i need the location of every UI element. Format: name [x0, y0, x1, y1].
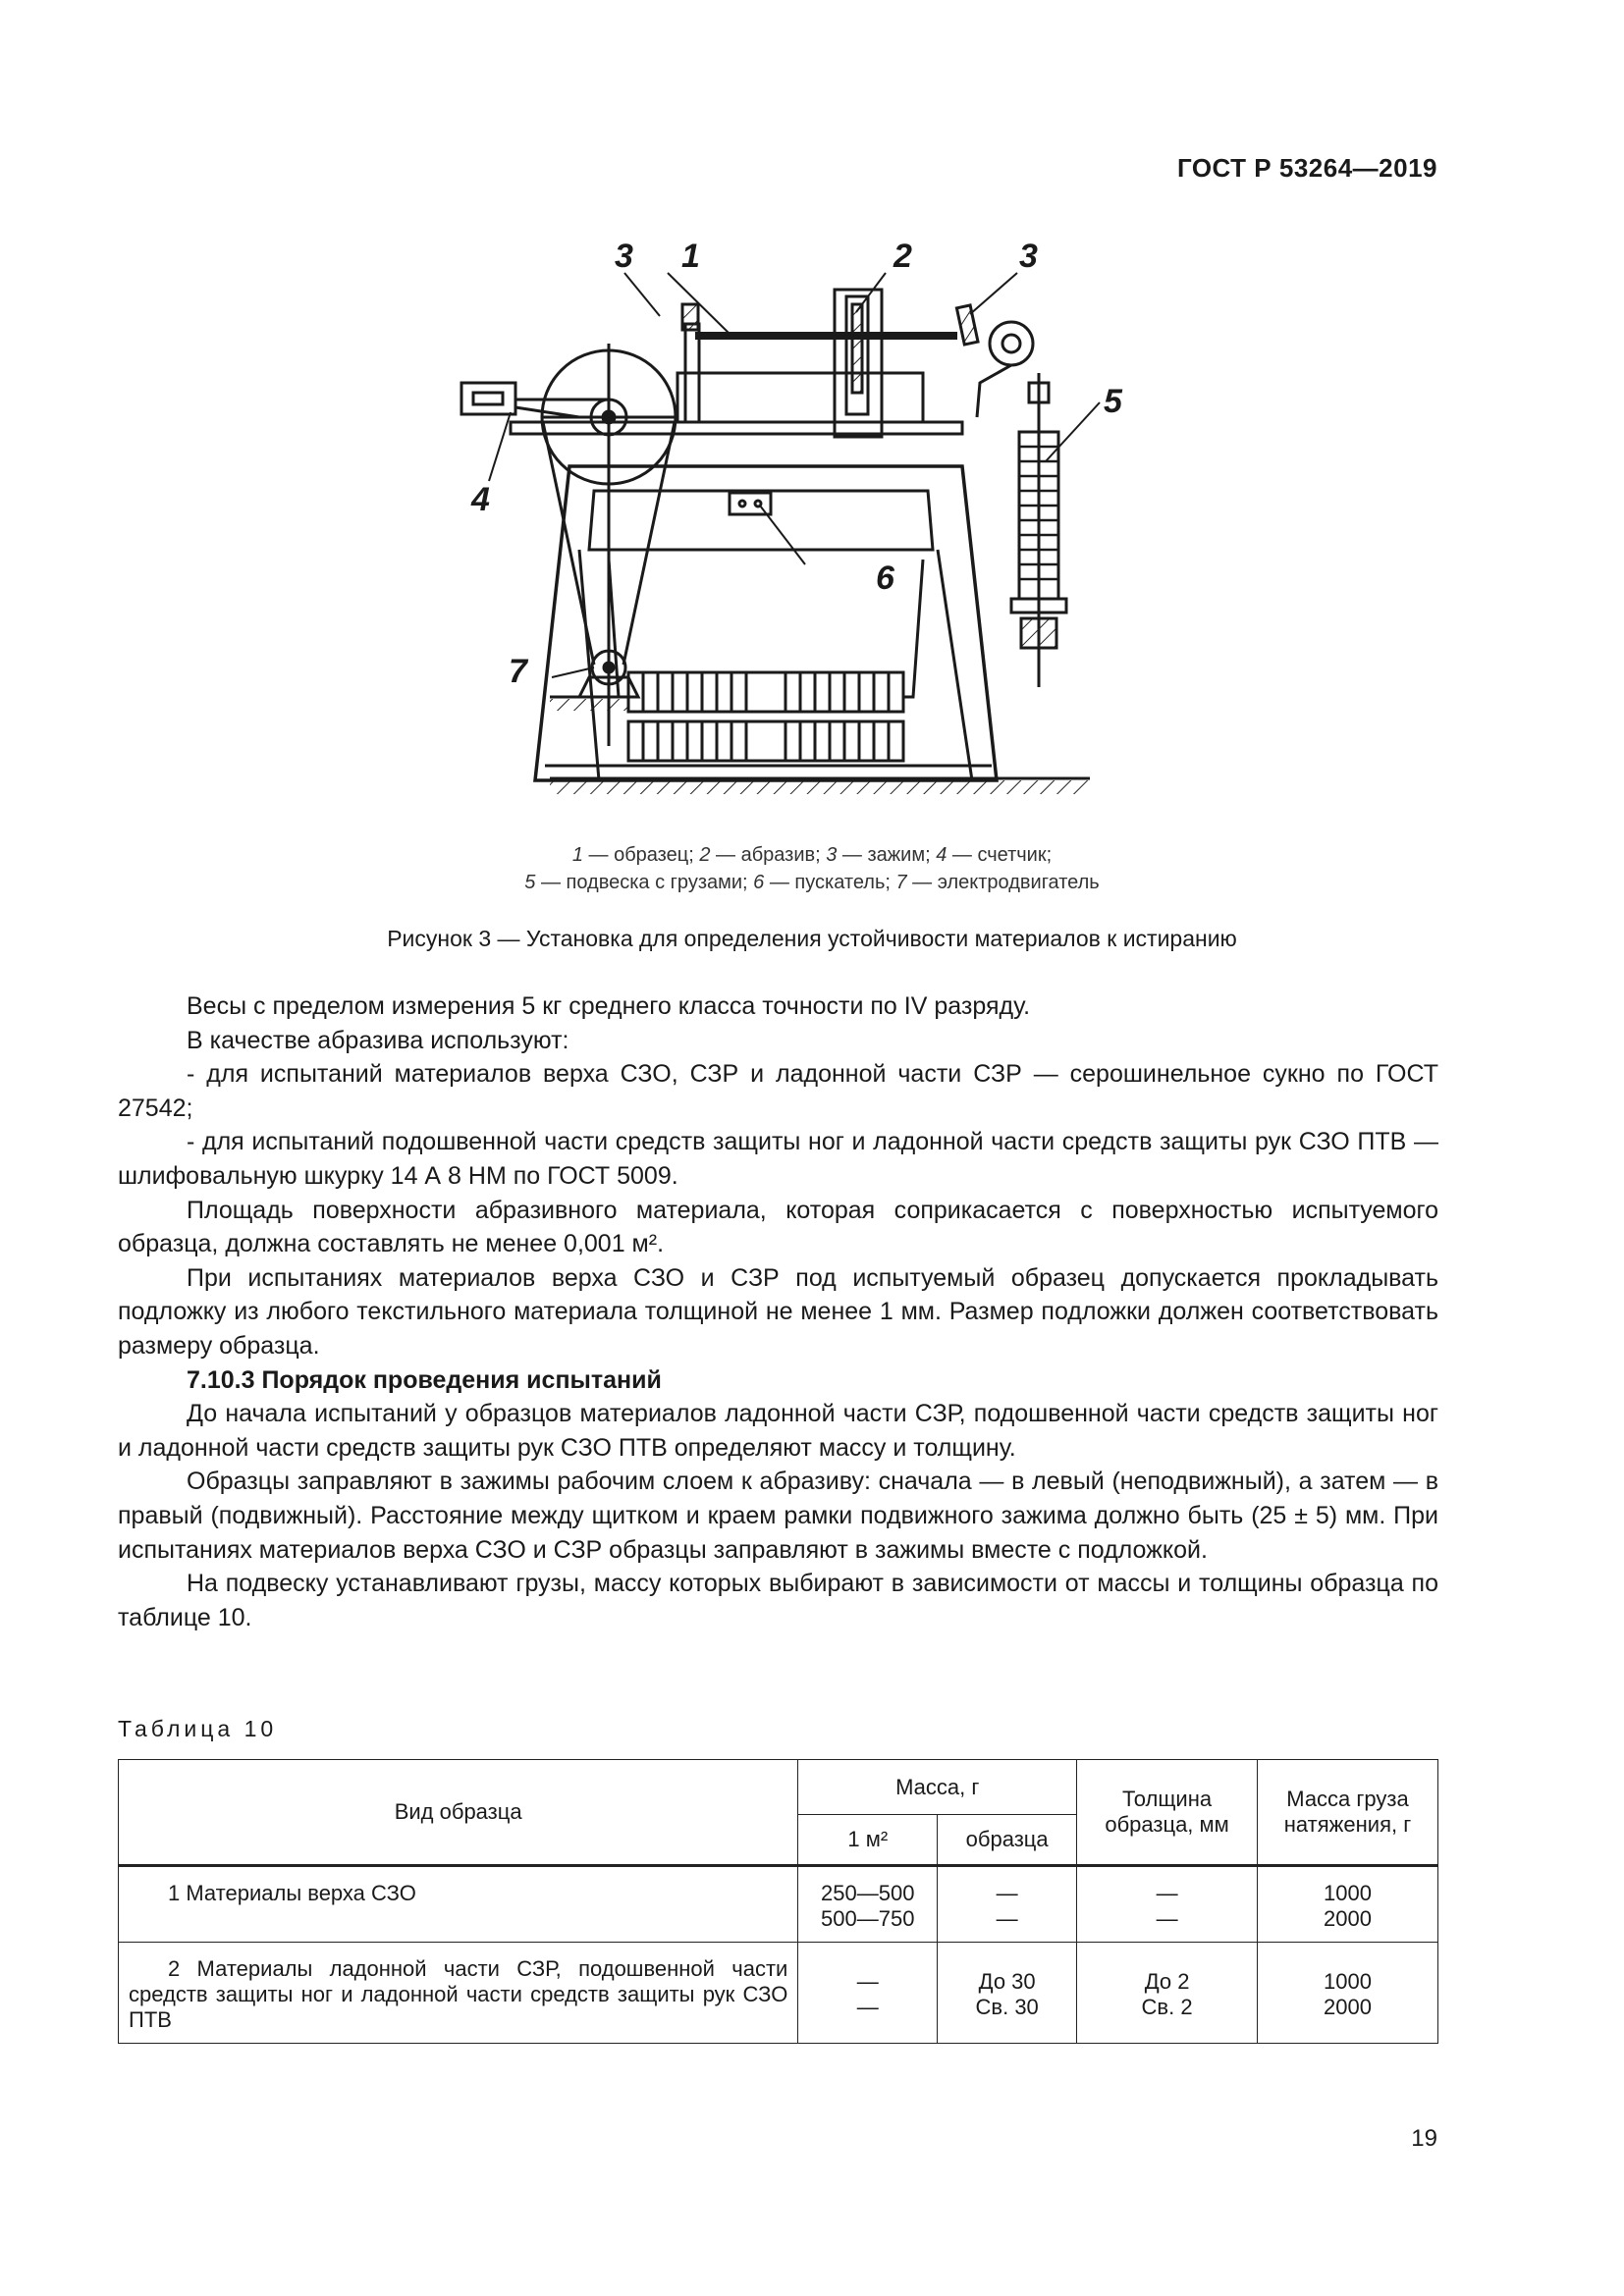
paragraph: Весы с пределом измерения 5 кг среднего класса точности по IV разряду. — [187, 992, 1031, 1020]
header-mass-sample: образца — [938, 1815, 1077, 1866]
paragraph: До начала испытаний у образцов материалов ладонной части СЗР, подошвенной части средств защиты ног и ладонной части средств защиты рук СЗО ПТВ определяют массу и толщину. — [118, 1400, 1438, 1462]
header-load: Масса груза натяжения, г — [1258, 1760, 1438, 1866]
header-mass: Масса, г — [798, 1760, 1077, 1815]
table-label: Таблица 10 — [118, 1716, 278, 1741]
cell-load: 1000 2000 — [1258, 1943, 1438, 2044]
callout-1: 1 — [681, 238, 700, 275]
header-kind: Вид образца — [119, 1760, 798, 1866]
paragraph: - для испытаний подошвенной части средств защиты ног и ладонной части средств защиты рук СЗО ПТВ — шлифовальную шкурку 14 А 8 НМ по ГОСТ 5009. — [118, 1128, 1438, 1190]
abrasion-test-apparatus-figure — [432, 236, 1139, 815]
cell-kind: 2 Материалы ладонной части СЗР, подошвенной части средств защиты ног и ладонной части средств защиты рук СЗО ПТВ — [119, 1943, 798, 2044]
callout-5: 5 — [1104, 383, 1122, 420]
data-table — [118, 1759, 1438, 2044]
table-row — [119, 1943, 1438, 2044]
figure-legend-line-2: 5 — подвеска с грузами; 6 — пускатель; 7 — электродвигатель — [524, 872, 1100, 893]
section-heading: 7.10.3 Порядок проведения испытаний — [187, 1365, 662, 1394]
paragraph: В качестве абразива используют: — [187, 1026, 569, 1054]
cell-mass-sample: — — — [938, 1866, 1077, 1943]
callout-4: 4 — [471, 481, 490, 518]
paragraph: При испытаниях материалов верха СЗО и СЗР под испытуемый образец допускается прокладывать подложку из любого текстильного материала толщиной не менее 1 мм. Размер подложки должен соответствовать размеру образца. — [118, 1263, 1438, 1360]
cell-kind: 1 Материалы верха СЗО — [119, 1866, 798, 1943]
header-mass-m2: 1 м² — [798, 1815, 938, 1866]
callout-3-left: 3 — [615, 238, 633, 275]
callout-6: 6 — [876, 560, 894, 597]
table-row — [119, 1866, 1438, 1943]
cell-mass-m2: — — — [798, 1943, 938, 2044]
callout-7: 7 — [509, 653, 527, 690]
cell-load: 1000 2000 — [1258, 1866, 1438, 1943]
header-thickness: Толщина образца, мм — [1077, 1760, 1258, 1866]
cell-mass-sample: До 30 Св. 30 — [938, 1943, 1077, 2044]
figure-caption: Рисунок 3 — Установка для определения устойчивости материалов к истиранию — [387, 926, 1237, 951]
callout-2: 2 — [893, 238, 912, 275]
body-text — [118, 989, 1438, 1634]
cell-thickness: До 2 Св. 2 — [1077, 1943, 1258, 2044]
figure-legend-line-1: 1 — образец; 2 — абразив; 3 — зажим; 4 — счетчик; — [571, 844, 1053, 866]
paragraph: Площадь поверхности абразивного материала, которая соприкасается с поверхностью испытуемого образца, должна составлять не менее 0,001 м². — [118, 1196, 1438, 1258]
paragraph: - для испытаний материалов верха СЗО, СЗР и ладонной части СЗР — серошинельное сукно по ГОСТ 27542; — [118, 1060, 1438, 1122]
callout-3-right: 3 — [1019, 238, 1038, 275]
cell-mass-m2: 250—500 500—750 — [798, 1866, 938, 1943]
paragraph: На подвеску устанавливают грузы, массу которых выбирают в зависимости от массы и толщины образца по таблице 10. — [118, 1570, 1438, 1631]
paragraph: Образцы заправляют в зажимы рабочим слоем к абразиву: сначала — в левый (неподвижный), а затем — в правый (подвижный). Расстояние между щитком и краем рамки подвижного зажима должно быть (25 ± 5) мм. При испытаниях материалов верха СЗО и СЗР образцы заправляют в зажимы вместе с подложкой. — [118, 1468, 1438, 1564]
document-id-header: ГОСТ Р 53264—2019 — [1176, 153, 1437, 183]
cell-thickness: — — — [1077, 1866, 1258, 1943]
page-number: 19 — [1411, 2125, 1437, 2152]
